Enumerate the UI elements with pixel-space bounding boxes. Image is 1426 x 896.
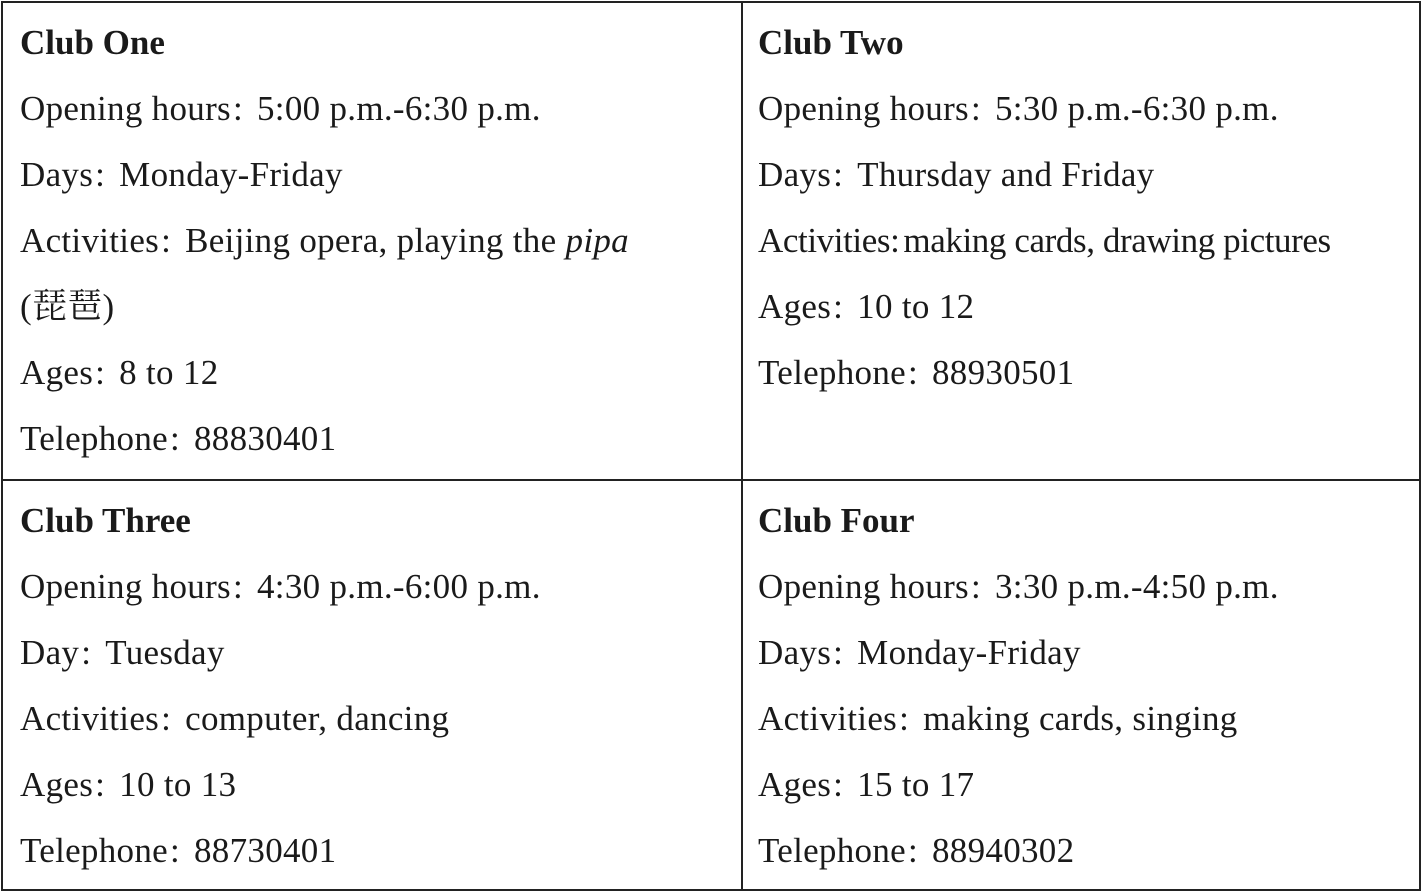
label-separator: : (833, 155, 844, 194)
days-row (20, 630, 732, 696)
table-vertical-divider (741, 3, 743, 889)
ages-row (758, 284, 1418, 350)
label-separator: : (907, 831, 918, 870)
opening-hours-label: Opening hours (758, 89, 969, 128)
ages-value: 10 to 13 (119, 765, 237, 804)
telephone-label: Telephone (20, 419, 168, 458)
label-separator: : (81, 633, 92, 672)
label-separator: : (169, 831, 180, 870)
telephone-value: 88830401 (194, 419, 337, 458)
ages-label: Ages (758, 287, 832, 326)
opening-hours-value: 5:00 p.m.-6:30 p.m. (257, 89, 541, 128)
days-value: Monday-Friday (857, 633, 1081, 672)
label-separator: : (890, 221, 900, 260)
telephone-row (20, 416, 732, 482)
activities-continuation-row (20, 284, 732, 350)
days-row (20, 152, 732, 218)
activities-row (758, 218, 1418, 284)
days-row (758, 630, 1418, 696)
club-name: Club Two (758, 23, 904, 62)
telephone-row (20, 828, 732, 894)
ages-value: 8 to 12 (119, 353, 219, 392)
opening-hours-value: 3:30 p.m.-4:50 p.m. (995, 567, 1279, 606)
ages-label: Ages (758, 765, 832, 804)
club-one-cell (20, 20, 732, 482)
days-value: Monday-Friday (119, 155, 343, 194)
club-name: Club Three (20, 501, 191, 540)
club-name: Club One (20, 23, 165, 62)
opening-hours-row (20, 86, 732, 152)
opening-hours-label: Opening hours (758, 567, 969, 606)
activities-value: making cards, drawing pictures (903, 221, 1331, 260)
opening-hours-row (20, 564, 732, 630)
activities-value: making cards, singing (923, 699, 1238, 738)
ages-label: Ages (20, 765, 94, 804)
club-name: Club Four (758, 501, 915, 540)
telephone-label: Telephone (20, 831, 168, 870)
label-separator: : (232, 567, 243, 606)
telephone-value: 88930501 (932, 353, 1075, 392)
days-label: Days (758, 633, 832, 672)
telephone-label: Telephone (758, 831, 906, 870)
days-value: Tuesday (105, 633, 225, 672)
days-label: Days (20, 155, 94, 194)
telephone-row (758, 828, 1418, 894)
opening-hours-label: Opening hours (20, 89, 231, 128)
label-separator: : (95, 765, 106, 804)
activities-label: Activities (758, 221, 891, 260)
label-separator: : (833, 287, 844, 326)
activities-row (758, 696, 1418, 762)
ages-value: 15 to 17 (857, 765, 975, 804)
days-label: Day (20, 633, 80, 672)
label-separator: : (95, 155, 106, 194)
telephone-value: 88940302 (932, 831, 1075, 870)
activities-value: Beijing opera, playing the (185, 221, 557, 260)
opening-hours-row (758, 564, 1418, 630)
days-row (758, 152, 1418, 218)
label-separator: : (970, 567, 981, 606)
label-separator: : (161, 699, 172, 738)
opening-hours-row (758, 86, 1418, 152)
activities-row (20, 218, 720, 284)
label-separator: : (161, 221, 172, 260)
telephone-row (758, 350, 1418, 416)
ages-row (20, 762, 732, 828)
ages-value: 10 to 12 (857, 287, 975, 326)
label-separator: : (899, 699, 910, 738)
club-three-cell (20, 498, 732, 894)
label-separator: : (833, 765, 844, 804)
label-separator: : (169, 419, 180, 458)
activities-row (20, 696, 732, 762)
activities-italic-term: pipa (565, 221, 629, 260)
club-two-cell (758, 20, 1418, 416)
ages-row (758, 762, 1418, 828)
label-separator: : (833, 633, 844, 672)
opening-hours-value: 4:30 p.m.-6:00 p.m. (257, 567, 541, 606)
club-four-cell (758, 498, 1418, 894)
label-separator: : (95, 353, 106, 392)
telephone-value: 88730401 (194, 831, 337, 870)
telephone-label: Telephone (758, 353, 906, 392)
label-separator: : (232, 89, 243, 128)
days-label: Days (758, 155, 832, 194)
activities-value: computer, dancing (185, 699, 450, 738)
activities-label: Activities (758, 699, 898, 738)
ages-label: Ages (20, 353, 94, 392)
label-separator: : (970, 89, 981, 128)
opening-hours-value: 5:30 p.m.-6:30 p.m. (995, 89, 1279, 128)
days-value: Thursday and Friday (857, 155, 1155, 194)
opening-hours-label: Opening hours (20, 567, 231, 606)
activities-label: Activities (20, 699, 160, 738)
activities-label: Activities (20, 221, 160, 260)
label-separator: : (907, 353, 918, 392)
ages-row (20, 350, 732, 416)
activities-value-continued: (琵琶) (20, 287, 115, 326)
